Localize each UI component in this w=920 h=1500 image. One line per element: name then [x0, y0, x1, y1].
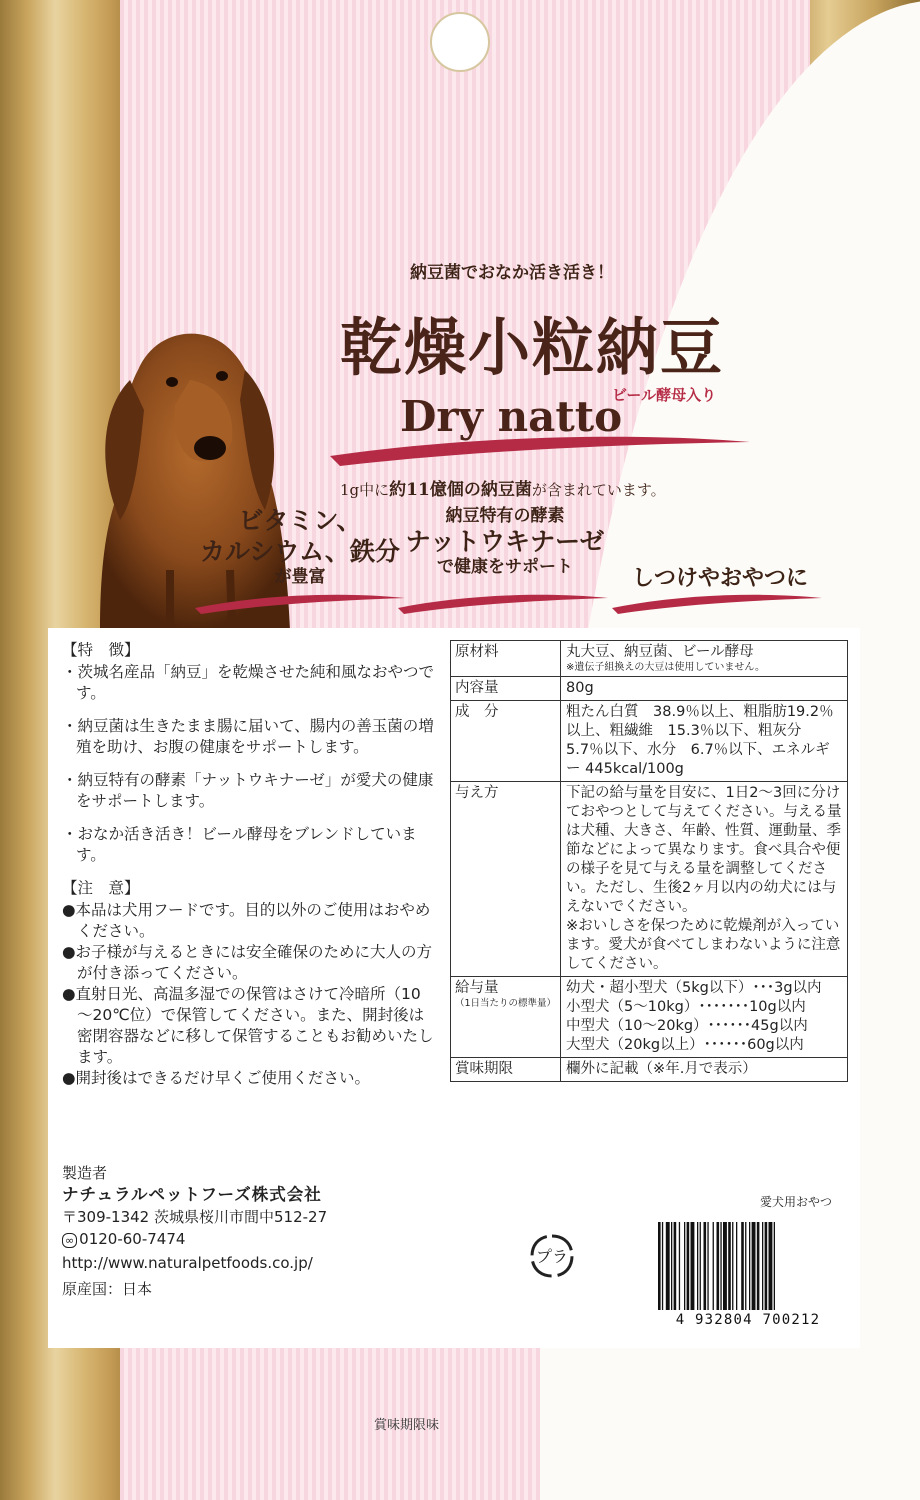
feature-nattokinase: 納豆特有の酵素 ナットウキナーゼ で健康をサポート [405, 506, 605, 578]
content-label: 内容量 [451, 677, 561, 701]
barcode-icon [648, 1218, 848, 1326]
cautions-header: 【注 意】 [62, 879, 140, 897]
caution-item: ●開封後はできるだけ早くご使用ください。 [62, 1069, 371, 1087]
feature-item: ・納豆菌は生きたまま腸に届いて、腸内の善玉菌の増殖を助け、お腹の健康をサポートします。 [62, 717, 434, 756]
features-cautions-column [62, 640, 434, 1089]
product-subtitle: ビール酵母入り [612, 386, 717, 404]
feature-vitamins: ビタミン、 カルシウム、鉄分 が豊富 [200, 506, 400, 587]
feature-swoosh-3 [612, 590, 822, 614]
feature-swoosh-2 [398, 590, 608, 614]
hang-hole [430, 12, 490, 72]
table-row [451, 977, 848, 1058]
freedial-icon: ∞ [62, 1233, 77, 1248]
title-swoosh [330, 428, 750, 468]
ingredients-value: 丸大豆、納豆菌、ビール酵母 ※遺伝子組換えの大豆は使用していません。 [561, 641, 848, 677]
table-row [451, 1058, 848, 1082]
maker-tel: ∞ 0120-60-7474 [62, 1228, 327, 1252]
feature-item: ・納豆特有の酵素「ナットウキナーゼ」が愛犬の健康をサポートします。 [62, 771, 434, 810]
howto-value: 下記の給与量を目安に、1日2～3回に分けておやつとして与えてください。与える量は犬種、大きさ、年齢、性質、運動量、季節などによって異なります。食べ具合や便の様子を見て与える量を調整してください。ただし、生後2ヶ月以内の幼犬には与えないでください。 ※おいしさを保つために乾燥剤が入っています。愛犬が食べてしまわないように注意してください。 [561, 782, 848, 977]
svg-text:プラ: プラ [535, 1247, 569, 1266]
maker-address: 〒309-1342 茨城県桜川市間中512-27 [62, 1208, 328, 1226]
product-spec-table [450, 640, 848, 1082]
expiry-label: 賞味期限 [451, 1058, 561, 1082]
feature-training-treat: しつけやおやつに [631, 565, 808, 591]
feeding-value: 幼犬・超小型犬（5kg以下）･･･3g以内 小型犬（5～10kg）･･･････10g以内 中型犬（10～20kg）･･････45g以内 大型犬（20kg以上）･･････60g以内 [561, 977, 848, 1058]
feature-item: ・茨城名産品「納豆」を乾燥させた純和風なおやつです。 [62, 663, 435, 702]
ingredients-label: 原材料 [451, 641, 561, 677]
table-row [451, 701, 848, 782]
expiry-stamp: 賞味期限味 [374, 1418, 440, 1433]
natto-bacteria-count: 1g中に約11億個の納豆菌が含まれています。 [340, 480, 666, 500]
caution-item: ●お子様が与えるときには安全確保のために大人の方が付き添ってください。 [62, 943, 433, 982]
howto-label: 与え方 [451, 782, 561, 977]
feeding-label: 給与量 （1日当たりの標準量） [451, 977, 561, 1058]
product-title: 乾燥小粒納豆 [340, 311, 725, 384]
maker-label: 製造者 [62, 1164, 108, 1182]
caution-item: ●直射日光、高温多湿での保管はさけて冷暗所（10～20℃位）で保管してください。また、開封後は密閉容器などに移して保管することもお勧めいたします。 [62, 985, 434, 1066]
manufacturer-info [62, 1162, 327, 1300]
table-row [451, 677, 848, 701]
table-row [451, 641, 848, 677]
for-dog-label: 愛犬用おやつ [760, 1195, 833, 1209]
maker-company: ナチュラルペットフーズ株式会社 [62, 1185, 322, 1204]
maker-url[interactable]: http://www.naturalpetfoods.co.jp/ [62, 1254, 313, 1272]
caution-item: ●本品は犬用フードです。目的以外のご使用はおやめください。 [62, 901, 431, 940]
expiry-value: 欄外に記載（※年.月で表示） [561, 1058, 848, 1082]
content-value: 80g [561, 677, 848, 701]
plastic-recycle-icon [528, 1232, 576, 1280]
origin-country: 原産国：日本 [62, 1280, 153, 1298]
feature-swoosh-1 [195, 590, 405, 614]
analysis-label: 成 分 [451, 701, 561, 782]
english-title: Dry natto [400, 392, 623, 441]
feature-item: ・おなか活き活き！ビール酵母をブレンドしています。 [62, 825, 417, 864]
barcode-number: 4 932804 700212 [675, 1312, 821, 1328]
analysis-value: 粗たん白質 38.9％以上、粗脂肪19.2％以上、粗繊維 15.3％以下、粗灰分 5.7％以下、水分 6.7％以下、エネルギー 445kcal/100g [561, 701, 848, 782]
tagline: 納豆菌でおなか活き活き！ [410, 263, 614, 283]
table-row [451, 782, 848, 977]
features-header: 【特 徴】 [62, 641, 140, 659]
